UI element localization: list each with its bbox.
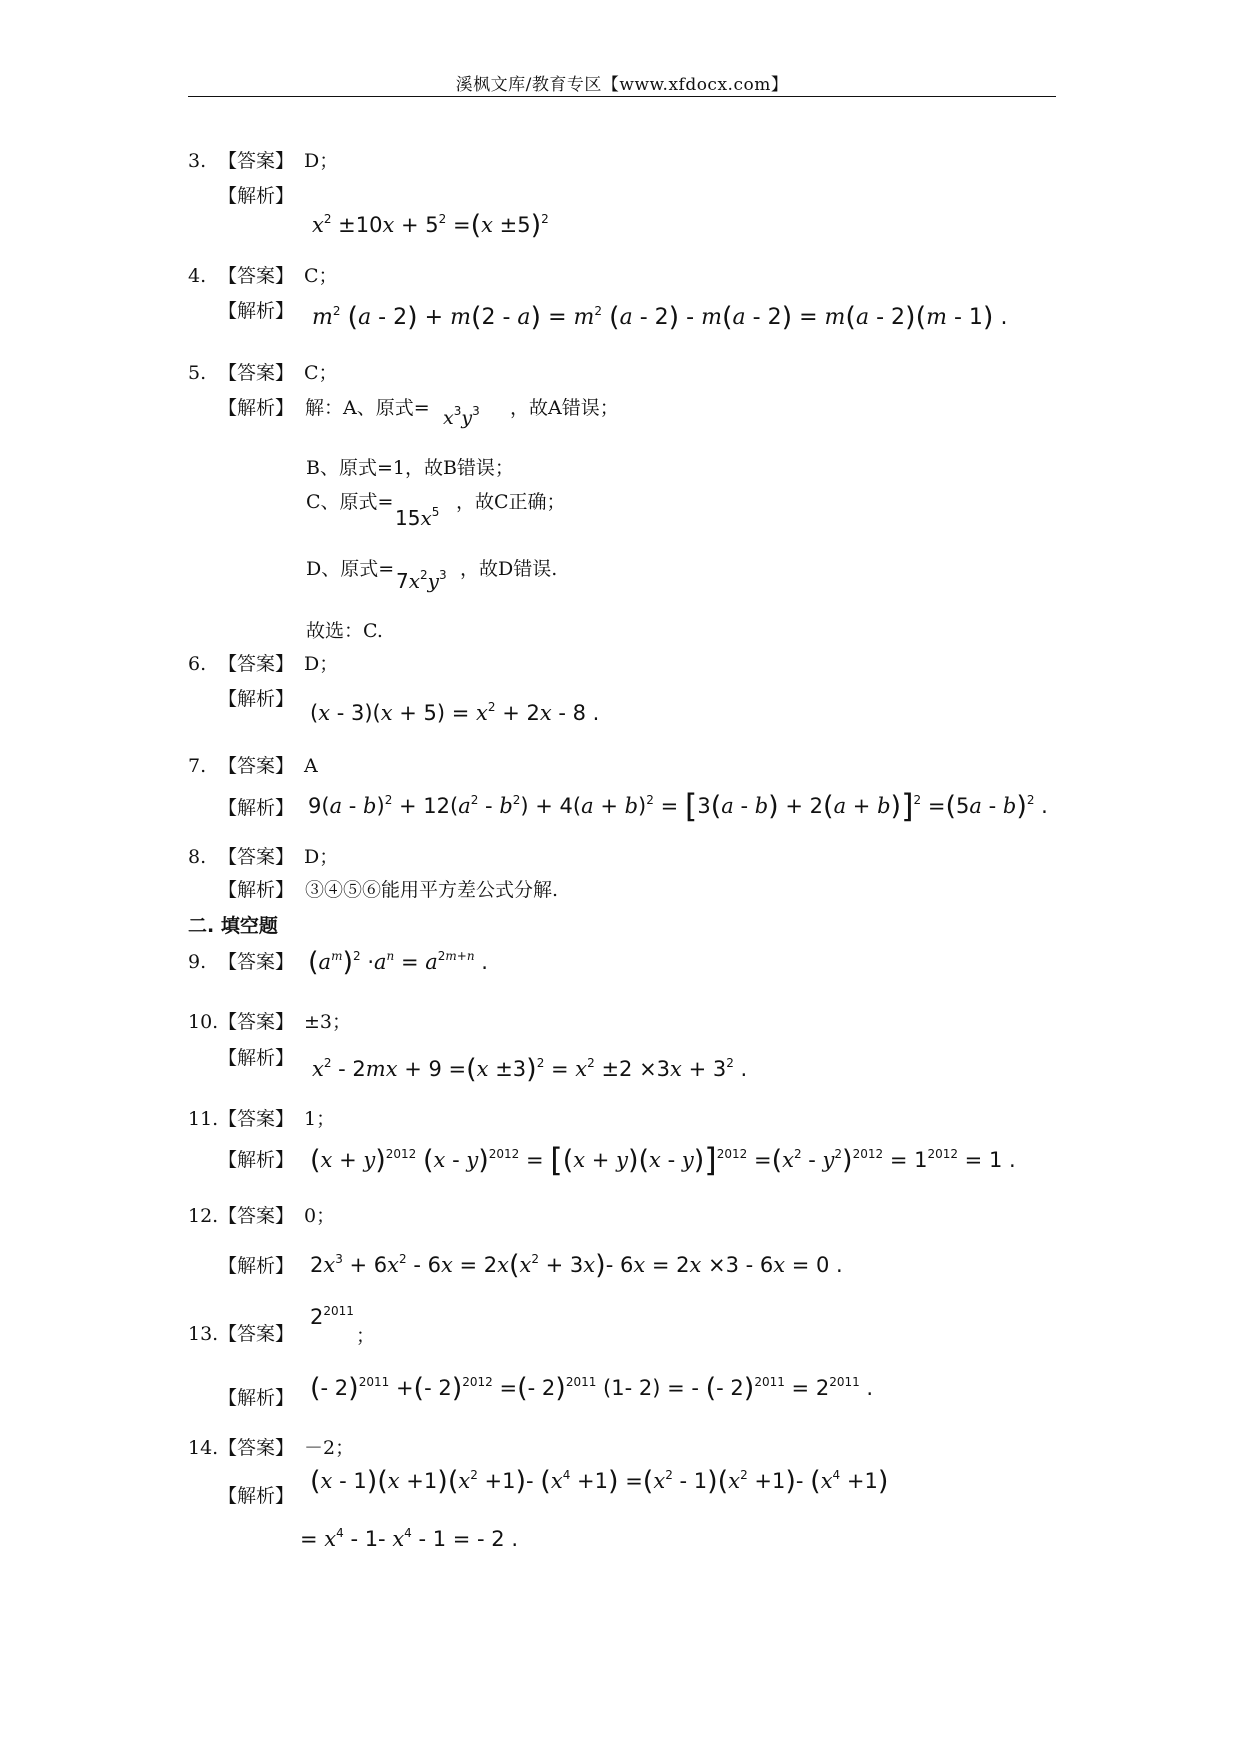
item-number: 10.: [188, 1011, 219, 1033]
formula-7: $9(a - b)^2 + 12(a^2 - b^2) + 4(a + b)^2 = [3(a - b) + 2(a + b)]^2 =(5a - b)^2$ .: [308, 787, 1048, 825]
item-number: 4.: [188, 265, 207, 287]
answer-value: C；: [304, 362, 338, 384]
item-number: 11.: [188, 1108, 219, 1130]
page-header: 溪枫文库/教育专区【www.xfdocx.com】: [455, 75, 789, 95]
answer-value: D；: [304, 846, 339, 868]
item-number: 6.: [188, 653, 207, 675]
item-number: 8.: [188, 846, 207, 868]
answer-label: 【答案】: [218, 846, 295, 868]
formula-5-a: $x^3y^3$: [443, 404, 480, 429]
header-rule: [188, 96, 1056, 97]
formula-4: $m^2$ $(a - 2) + m(2 - a) = m^2$ (a - 2) - m(a - 2) = m(a - 2)(m - 1) .: [312, 302, 1008, 333]
answer-value: －2；: [304, 1437, 355, 1459]
answer-suffix: ；: [356, 1325, 376, 1347]
answer-label: 【答案】: [218, 150, 295, 172]
section-title: 二. 填空题: [188, 915, 278, 937]
formula-14-line1: $(x - 1)(x +1)(x^2 +1)-$ $(x^4 +1) =(x^2 - 1)(x^2 +1)-$ $(x^4 +1)$: [310, 1466, 889, 1497]
formula-12: $2x^3 + 6x^2 - 6x = 2x(x^2 + 3x)-$ 6x = 2x ×3 - 6x = 0 .: [310, 1250, 843, 1281]
answer-value: D；: [304, 653, 339, 675]
item-number: 5.: [188, 362, 207, 384]
formula-3: $x^2 \pm 10x + 5^2 =(x \pm 5)^2$: [312, 210, 549, 241]
answer-value: D；: [304, 150, 339, 172]
answer-label: 【答案】: [218, 1437, 295, 1459]
answer-label: 【答案】: [218, 1323, 295, 1345]
answer-label: 【答案】: [218, 362, 295, 384]
formula-13: (- 2)$^{2011}$ +(- 2)$^{2012}$ =(- 2)$^{2011}$ (1- 2) = - (- $2)^{2011} = 2^{2011}$ .: [310, 1373, 874, 1404]
answer-value: ±3；: [304, 1011, 352, 1033]
answer-label: 【答案】: [218, 653, 295, 675]
item-number: 13.: [188, 1323, 219, 1345]
answer-value: 0；: [304, 1205, 336, 1227]
formula-5-c: $15x^5$: [395, 505, 440, 530]
formula-6: $(x - 3)(x + 5) = x^2 + 2x - 8$ .: [310, 700, 600, 725]
answer-label: 【答案】: [218, 1011, 295, 1033]
item-number: 12.: [188, 1205, 219, 1227]
formula-11: $(x + y)^{2012}$ $(x - y)^{2012} = [(x + y)(x - y)]^{2012} =(x^2 - y^2)^{2012} = 1^{2012} = 1$ .: [310, 1141, 1016, 1179]
formula-14-line2: = $x^4 - 1-$ $x^4 - 1$ = - 2 .: [300, 1526, 518, 1551]
item-number: 7.: [188, 755, 207, 777]
answer-label: 【答案】: [218, 265, 295, 287]
answer-value: C；: [304, 265, 338, 287]
answer-label: 【答案】: [218, 951, 295, 973]
answer-label: 【答案】: [218, 1108, 295, 1130]
item-number: 3.: [188, 150, 207, 172]
formula-13-answer: $2^{2011}$: [310, 1304, 354, 1329]
answer-value: 1；: [304, 1108, 336, 1130]
answer-label: 【答案】: [218, 755, 295, 777]
formula-5-d: $7x^2y^3$: [396, 568, 447, 593]
item-number: 14.: [188, 1437, 219, 1459]
formula-10: $x^2 - 2mx + 9 =(x \pm 3)^2 = x^2 \pm 2 \times 3x + 3^2$ .: [312, 1054, 748, 1085]
item-number: 9.: [188, 951, 207, 973]
answer-label: 【答案】: [218, 1205, 295, 1227]
formula-9: $(a^m)^2 \cdot a^n = a^{2m+n}$ .: [308, 947, 488, 978]
answer-value: A: [304, 755, 318, 777]
